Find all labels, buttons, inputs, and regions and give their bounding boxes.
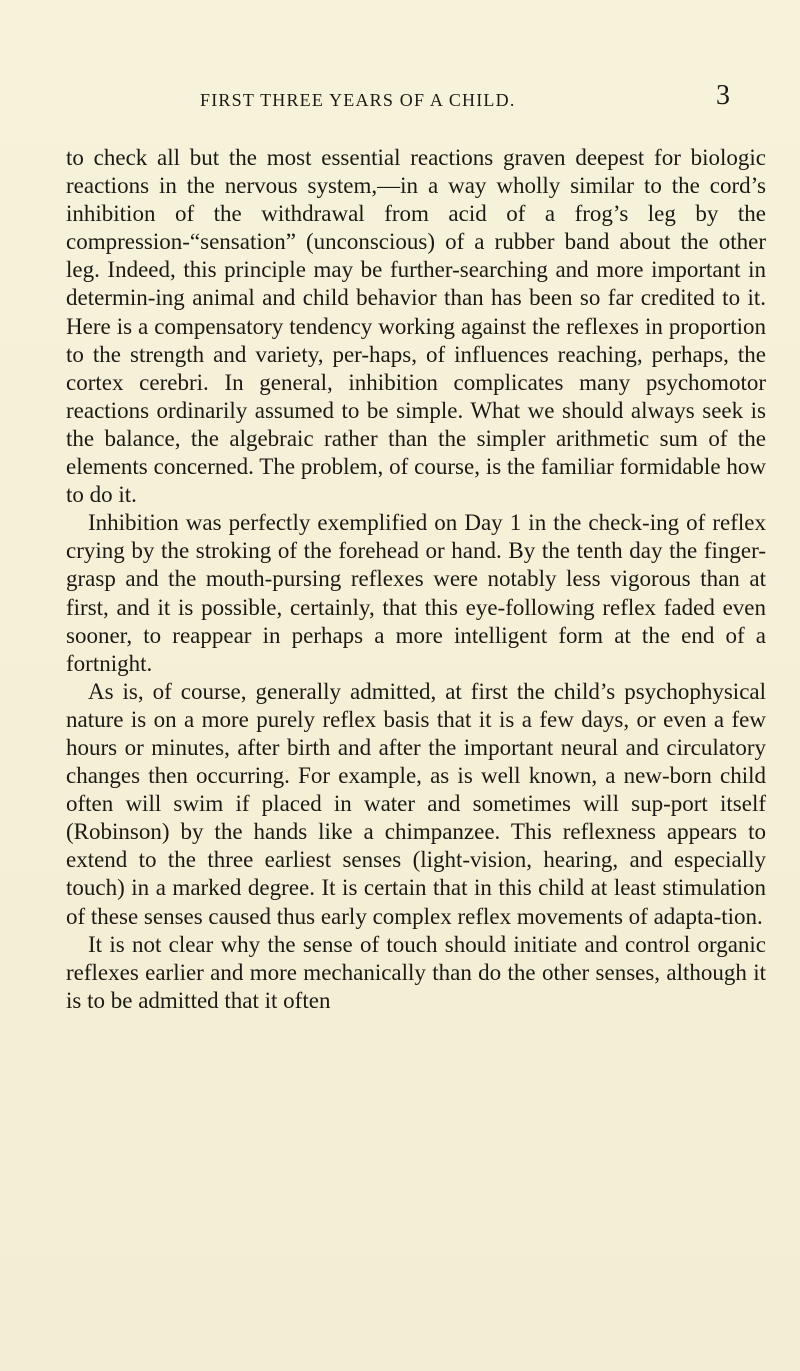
- paragraph-4: It is not clear why the sense of touch should initiate and control organic reflexes earlier and more mechanically than do the other senses, although it is to be admitted that it often: [66, 931, 766, 1013]
- running-head: [68, 80, 768, 120]
- body-text: [66, 144, 766, 1015]
- paragraph-3: As is, of course, generally admitted, at first the child’s psychophysical nature is on a more purely reflex basis that it is a few days, or even a few hours or minutes, after birth and after the important neural and circulatory changes then occurring. For example, as is well known, a new-born child often will swim if placed in water and sometimes will sup-port itself (Robinson) by the hands like a chimpanzee. This reflexness appears to extend to the three earliest senses (light-vision, hearing, and especially touch) in a marked degree. It is certain that in this child at least stimulation of these senses caused thus early complex reflex movements of adapta-tion.: [66, 678, 766, 929]
- running-title: FIRST THREE YEARS OF A CHILD.: [200, 90, 516, 110]
- page-number: 3: [716, 80, 730, 111]
- paragraph-2: Inhibition was perfectly exemplified on Day 1 in the check-ing of reflex crying by the stroking of the forehead or hand. By the tenth day the finger-grasp and the mouth-pursing reflexes were notably less vigorous than at first, and it is possible, certainly, that this eye-following reflex faded even sooner, to reappear in perhaps a more intelligent form at the end of a fortnight.: [66, 510, 766, 676]
- paragraph-1: to check all but the most essential reactions graven deepest for biologic reactions in the nervous system,—in a way wholly similar to the cord’s inhibition of the withdrawal from acid of a frog’s leg by the compression-“sensation” (unconscious) of a rubber band about the other leg. Indeed, this principle may be further-searching and more important in determin-ing animal and child behavior than has been so far credited to it. Here is a compensatory tendency working against the reflexes in proportion to the strength and variety, per-haps, of influences reaching, perhaps, the cortex cerebri. In general, inhibition complicates many psychomotor reactions ordinarily assumed to be simple. What we should always seek is the balance, the algebraic rather than the simpler arithmetic sum of the elements concerned. The problem, of course, is the familiar formidable how to do it.: [66, 145, 766, 508]
